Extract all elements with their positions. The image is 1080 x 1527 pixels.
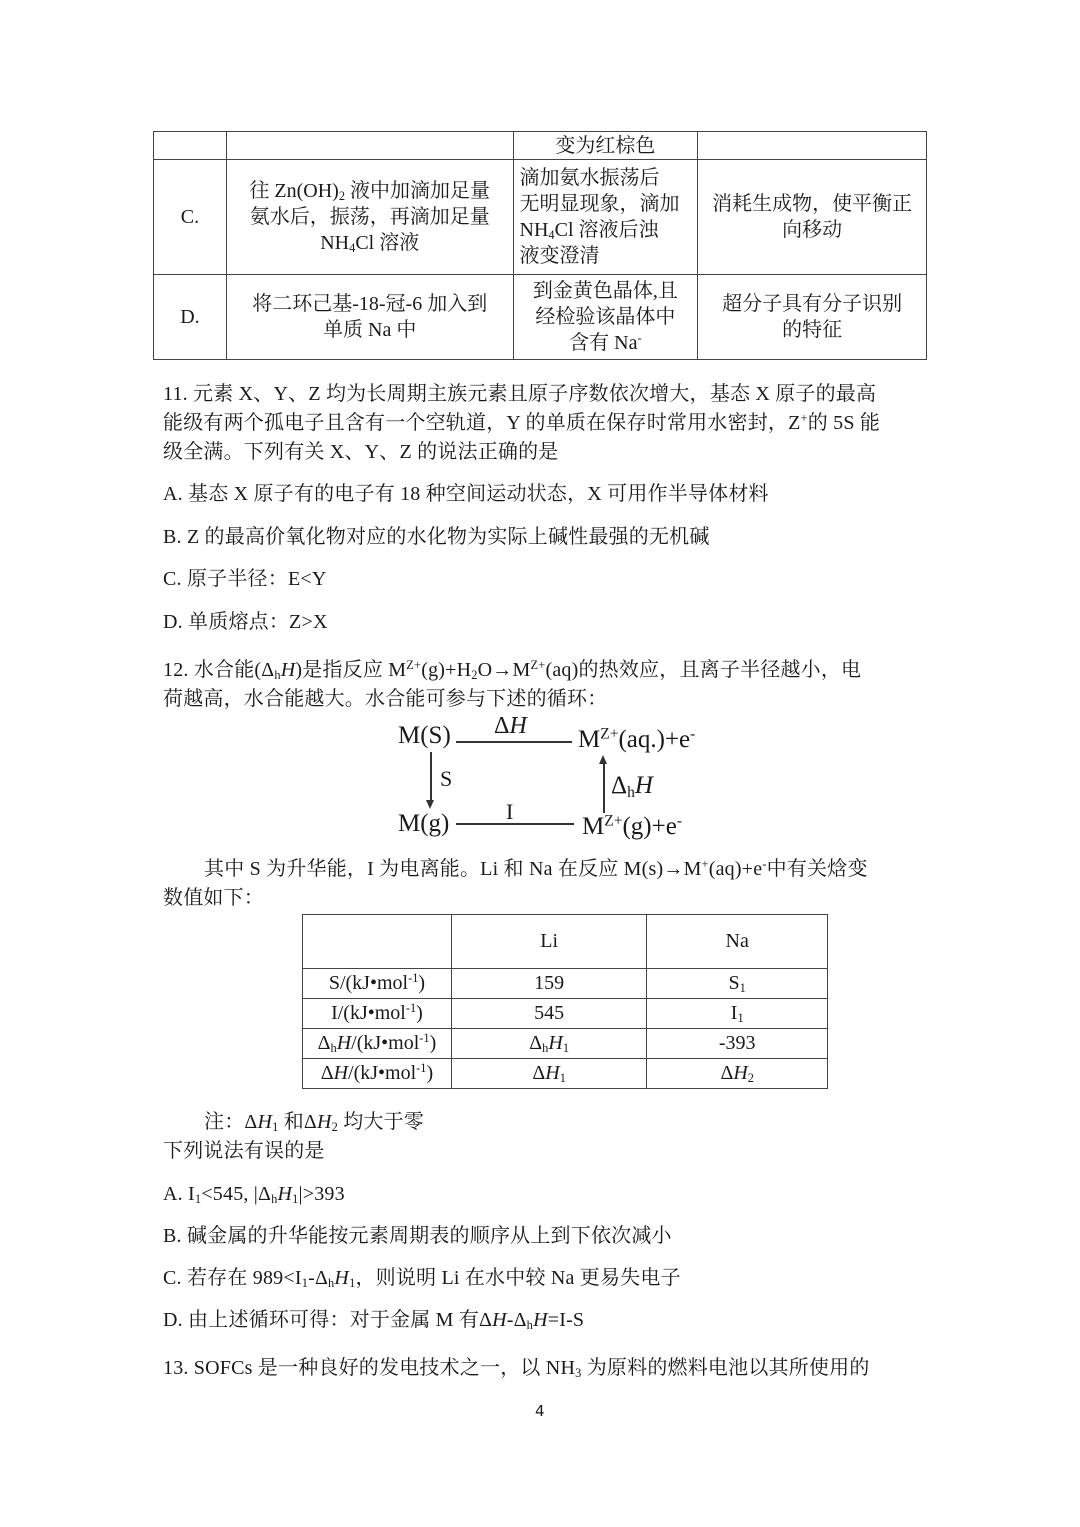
diagram-m-ion-gas: $M^{Z+}(g)+e^-$ [582, 812, 682, 840]
explanation-cell: 超分子具有分子识别 的特征 [698, 275, 927, 360]
table-row [303, 969, 828, 999]
row-label: D. [154, 275, 227, 360]
row-label: $\Delta_hH/(kJ•mol^{-1})$ [303, 1029, 452, 1059]
q12-note: 注：$\Delta H_1$ 和$\Delta H_2$ 均大于零 [204, 1111, 425, 1135]
header-cell-li: Li [451, 915, 647, 969]
page-number: 4 [535, 1402, 545, 1420]
diagram-dh-h-label: $\Delta_hH$ [611, 772, 653, 801]
na-value: $I_1$ [647, 999, 828, 1029]
diagram-delta-h-label: ΔH [494, 713, 527, 739]
li-value: 159 [451, 969, 647, 999]
li-value: 545 [451, 999, 647, 1029]
q12-explain-line-2: 数值如下： [163, 887, 264, 909]
header-cell [303, 915, 452, 969]
q12-explain-line-1: 其中 S 为升华能，I 为电离能。Li 和 Na 在反应 M(s)→M+(aq)+e-中有关焓变 [204, 857, 868, 880]
q11-stem-line-2: 能级有两个孤电子且含有一个空轨道，Y 的单质在保存时常用水密封，Z+的 5S 能 [163, 411, 881, 434]
diagram-sublimation-arrow [430, 752, 432, 802]
q11-option-d: D. 单质熔点：Z>X [163, 611, 328, 633]
q13-stem-line-1: 13. SOFCs 是一种良好的发电技术之一，以 $NH_3$ 为原料的燃料电池以其所使用的 [163, 1357, 870, 1381]
phenomenon-cell: 滴加氨水振荡后 无明显现象，滴加 $NH_4Cl$ 溶液后浊 液变澄清 [513, 160, 698, 275]
q12-stem-line-2: 荷越高，水合能越大。水合能可参与下述的循环： [163, 688, 608, 710]
diagram-i-label: I [506, 799, 514, 824]
q12-question: 下列说法有误的是 [163, 1140, 325, 1162]
header-cell-na: Na [647, 915, 828, 969]
table-row [303, 1029, 828, 1059]
row-label: C. [154, 160, 227, 275]
table-row [154, 132, 927, 160]
enthalpy-table [302, 914, 828, 1089]
q11-option-a: A. 基态 X 原子有的电子有 18 种空间运动状态，X 可用作半导体材料 [163, 483, 769, 505]
diagram-s-label: S [440, 766, 453, 791]
table-row [154, 160, 927, 275]
q12-stem-line-1: 12. 水合能$(\Delta_hH)$是指反应 $M^{Z+}(g)+H_2O\to M^{Z+}(aq)$的热效应，且离子半径越小，电 [163, 658, 862, 683]
row-label: ΔH/(kJ•mol$^{-1}$) [303, 1059, 452, 1089]
diagram-hydration-arrow [603, 763, 605, 813]
operation-cell: 将二环己基-18-冠-6 加入到 单质 Na 中 [226, 275, 513, 360]
na-value: -393 [647, 1029, 828, 1059]
operation-cell [226, 132, 513, 160]
q12-option-a: A. $I_1<545$, $|\Delta_hH_1|>393$ [163, 1183, 345, 1207]
q11-stem-line-3: 级全满。下列有关 X、Y、Z 的说法正确的是 [163, 441, 559, 463]
phenomenon-cell: 到金黄色晶体,且 经检验该晶体中 含有 Na- [513, 275, 698, 360]
table-row [303, 1059, 828, 1089]
diagram-m-gas: M(g) [398, 810, 450, 837]
q11-option-c: C. 原子半径：E<Y [163, 568, 327, 590]
q12-option-d: D. 由上述循环可得：对于金属 M 有$\Delta H-\Delta_hH=I-S$ [163, 1309, 585, 1333]
arrow-up-icon [599, 755, 607, 764]
diagram-m-solid: M(S) [398, 722, 451, 749]
q11-stem-line-1: 11. 元素 X、Y、Z 均为长周期主族元素且原子序数依次增大，基态 X 原子的最高 [163, 383, 877, 405]
table-row [154, 275, 927, 360]
q12-option-b: B. 碱金属的升华能按元素周期表的顺序从上到下依次减小 [163, 1225, 672, 1247]
q11-option-b: B. Z 的最高价氧化物对应的水化物为实际上碱性最强的无机碱 [163, 526, 710, 548]
row-label [154, 132, 227, 160]
table-row [303, 999, 828, 1029]
li-value: $\Delta_hH_1$ [451, 1029, 647, 1059]
diagram-m-aq: $M^{Z+}(aq.)+e^-$ [578, 725, 696, 753]
arrow-down-icon [426, 800, 434, 809]
diagram-bottom-line [456, 823, 574, 825]
row-label: S/(kJ•mol$^{-1}$) [303, 969, 452, 999]
na-value: $S_1$ [647, 969, 828, 999]
table-header-row [303, 915, 828, 969]
explanation-cell: 消耗生成物，使平衡正 向移动 [698, 160, 927, 275]
diagram-top-line [456, 741, 572, 743]
q12-option-c: C. 若存在 $989<I_1-\Delta_hH_1$，则说明 Li 在水中较 Na 更易失电子 [163, 1267, 681, 1291]
na-value: $\Delta H_2$ [647, 1059, 828, 1089]
li-value: $\Delta H_1$ [451, 1059, 647, 1089]
operation-cell: 往 $Zn(OH)_2$ 液中加滴加足量 氨水后，振荡，再滴加足量 $NH_4Cl$ 溶液 [226, 160, 513, 275]
explanation-cell [698, 132, 927, 160]
options-table-q10 [153, 131, 927, 360]
row-label: I/(kJ•mol$^{-1}$) [303, 999, 452, 1029]
phenomenon-cell: 变为红棕色 [513, 132, 698, 160]
